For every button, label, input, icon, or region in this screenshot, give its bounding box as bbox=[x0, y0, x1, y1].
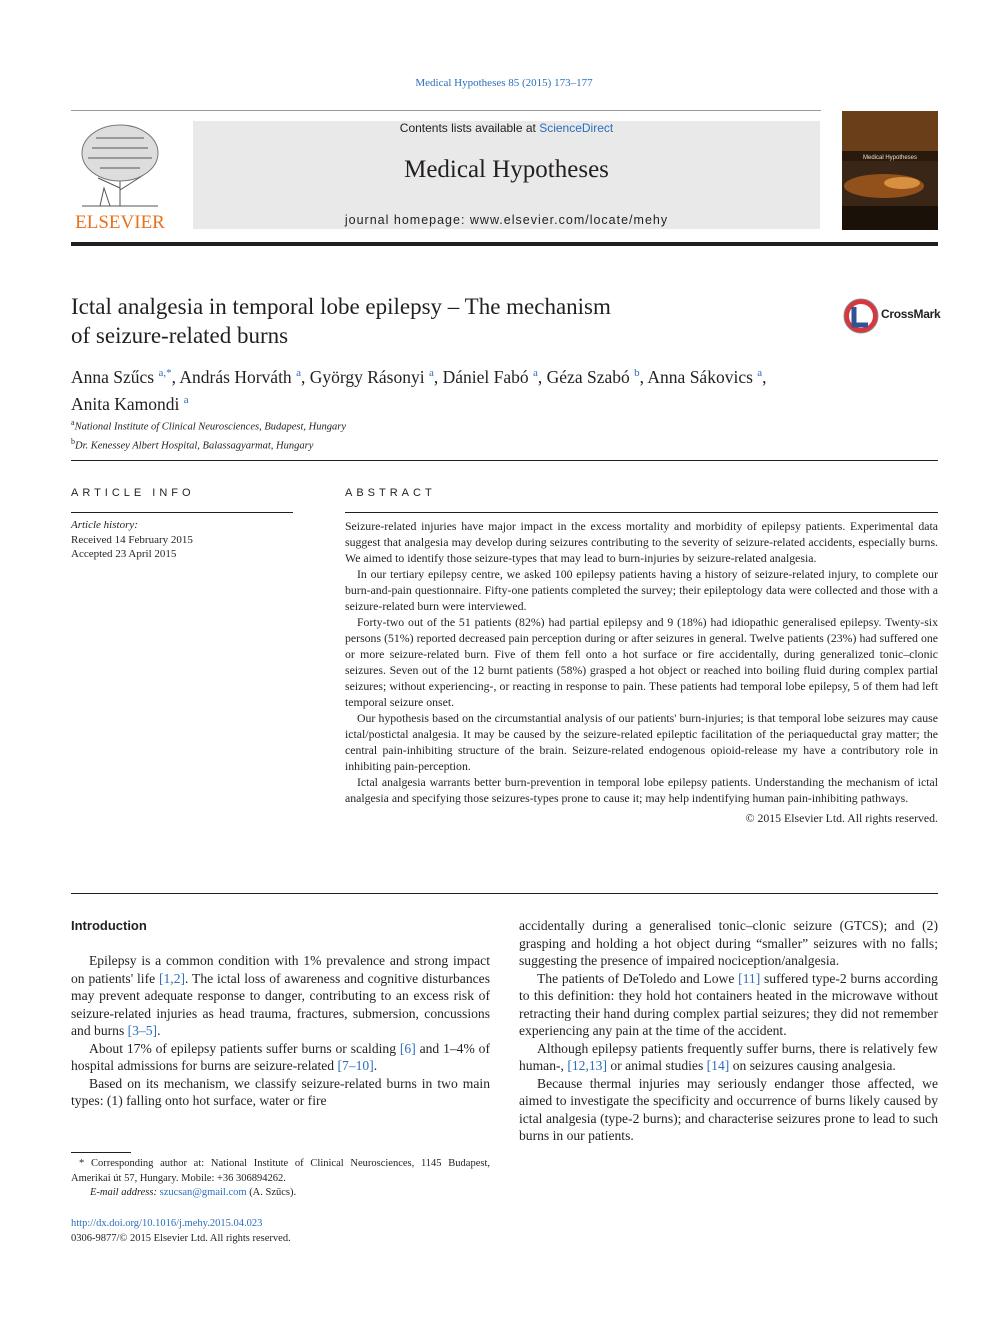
issn-line: 0306-9877/© 2015 Elsevier Ltd. All rights reserved. bbox=[71, 1232, 291, 1244]
author: Anita Kamondi $^a$ bbox=[71, 393, 189, 414]
journal-homepage[interactable]: journal homepage: www.elsevier.com/locate/mehy bbox=[344, 213, 669, 227]
affiliation: $^b$Dr. Kenessey Albert Hospital, Balassagyarmat, Hungary bbox=[71, 436, 314, 451]
citation-link[interactable]: [6] bbox=[399, 1040, 416, 1056]
citation-link[interactable]: [7–10] bbox=[337, 1058, 374, 1073]
article-title bbox=[71, 292, 771, 350]
citation-link[interactable]: [11] bbox=[738, 970, 761, 986]
contents-line bbox=[193, 121, 820, 135]
abstract-paragraph: Ictal analgesia warrants better burn-prevention in temporal lobe epilepsy patients. Understanding the mechanism of ictal analgesia and specifying those seizures-types prone to cause it; may help indentifying human pain-inhibiting pathways. bbox=[345, 775, 938, 805]
body-paragraph: About 17% of epilepsy patients suffer burns or scalding [6] and 1–4% of hospital admissions for burns are seizure-related [7–10]. bbox=[71, 1040, 490, 1073]
contents-prefix: Contents lists available at bbox=[399, 121, 540, 135]
citation-link[interactable]: [1,2] bbox=[158, 970, 186, 986]
author: Anna Szűcs $^{a,*}$, bbox=[71, 366, 180, 387]
abstract-paragraph: Our hypothesis based on the circumstantial analysis of our patients' burn-injuries; is that temporal lobe seizures may cause ictal/postictal analgesia. It may be caused by the seizure-related epileptic facilitation of the periaqueductal gray matter; the central pain-inhibiting structure of the brain. Seizure-related endogenous opioid-release my have a contributory role in inhibiting pain-perception. bbox=[345, 711, 938, 773]
author: Anna Sákovics $^a$, bbox=[647, 366, 767, 387]
journal-name: Medical Hypotheses bbox=[404, 156, 609, 183]
received-date: Received 14 February 2015 bbox=[71, 533, 193, 546]
author: Géza Szabó $^b$, bbox=[546, 366, 648, 387]
abstract-paragraph: Seizure-related injuries have major impact in the excess mortality and morbidity of epilepsy patients. Experimental data suggest that analgesia may develop during seizures contributing to the severity of seizure-related accidents, especially burns. We aimed to identify those seizure-types that may lead to burn-injuries by seizure-related analgesia. bbox=[345, 519, 938, 565]
body-paragraph: accidentally during a generalised tonic–clonic seizure (GTCS); and (2) grasping and holding a hot object during “smaller” seizures with no falls; suggesting the presence of impaired nociception/analgesia. bbox=[519, 918, 938, 968]
article-info-rule bbox=[71, 512, 293, 513]
article-history bbox=[71, 518, 291, 562]
crossmark-icon bbox=[843, 298, 879, 334]
author: András Horváth $^a$, bbox=[179, 366, 310, 387]
info-rule bbox=[71, 460, 938, 461]
email-link[interactable]: szucsan@gmail.com bbox=[159, 1187, 247, 1198]
affiliations bbox=[71, 416, 771, 453]
corresponding-author-footnote bbox=[71, 1157, 490, 1201]
journal-citation[interactable]: Medical Hypotheses 85 (2015) 173–177 bbox=[415, 77, 593, 89]
title-line-1: Ictal analgesia in temporal lobe epilepsy – The mechanism bbox=[71, 294, 611, 319]
body-column-left bbox=[71, 952, 490, 1110]
masthead-rule bbox=[71, 242, 938, 246]
body-paragraph: Although epilepsy patients frequently suffer burns, there is relatively few human-, [12,13] or animal studies [14] on seizures causing analgesia. bbox=[519, 1040, 938, 1073]
citation-link[interactable]: [12,13] bbox=[567, 1058, 607, 1073]
abstract-rule bbox=[345, 512, 938, 513]
citation-link[interactable]: [3–5] bbox=[127, 1023, 158, 1038]
abstract-body bbox=[345, 518, 938, 826]
author: György Rásonyi $^a$, bbox=[309, 366, 443, 387]
crossmark-label: CrossMark bbox=[881, 307, 941, 321]
citation-link[interactable]: [14] bbox=[706, 1058, 730, 1073]
footnote-email: E-mail address: szucsan@gmail.com (A. Szűcs). bbox=[90, 1187, 297, 1198]
publisher-name: ELSEVIER bbox=[75, 212, 165, 230]
cover-title: Medical Hypotheses bbox=[862, 155, 918, 161]
doi-link[interactable]: http://dx.doi.org/10.1016/j.mehy.2015.04.023 bbox=[71, 1218, 263, 1229]
crossmark-badge[interactable] bbox=[843, 298, 943, 334]
body-paragraph: Because thermal injuries may seriously endanger those affected, we aimed to investigate the specificity and occurrence of burns likely caused by ictal analgesia (type-2 burns); and characterise seizures prone to lead to such burns in our patients. bbox=[519, 1075, 938, 1143]
abstract-paragraph: Forty-two out of the 51 patients (82%) had partial epilepsy and 9 (18%) had idiopathic generalised epilepsy. Twenty-six persons (51%) reported decreased pain perception during or after seizures in general. Twelve patients (23%) had suffered one or more seizure-related burn. Five of them fell onto a hot surface or fire accidentally, during generalized tonic–clonic seizures. Seven out of the 12 burnt patients (58%) grasped a hot object or reached into boiling fluid during complex partial seizures; without experiencing-, or reacting in response to pain. These patients had temporal lobe epilepsy, 5 of them had left temporal seizure onset. bbox=[345, 615, 938, 709]
body-rule bbox=[71, 893, 938, 894]
sciencedirect-link[interactable]: ScienceDirect bbox=[539, 121, 614, 135]
history-label: Article history: bbox=[71, 519, 138, 531]
accepted-date: Accepted 23 April 2015 bbox=[71, 548, 177, 560]
body-paragraph: Based on its mechanism, we classify seizure-related burns in two main types: (1) falling onto hot surface, water or fire bbox=[71, 1075, 490, 1108]
body-paragraph: The patients of DeToledo and Lowe [11] suffered type-2 burns according to this definition: they hold hot containers heated in the microwave without retracting their hand during complex partial seizures; they did not remember experiencing any pain at the time of the accident. bbox=[519, 970, 938, 1038]
section-heading-introduction: Introduction bbox=[71, 918, 147, 933]
elsevier-logo bbox=[70, 118, 170, 230]
author-list bbox=[71, 362, 891, 416]
copyright-notice: © 2015 Elsevier Ltd. All rights reserved. bbox=[745, 811, 938, 825]
author: Dániel Fabó $^a$, bbox=[442, 366, 547, 387]
footnote-rule bbox=[71, 1152, 131, 1153]
doi-block bbox=[71, 1217, 471, 1246]
footnote-text: * Corresponding author at: National Institute of Clinical Neurosciences, 1145 Budapest, Amerikai út 57, Hungary. Mobile: +36 306894262. bbox=[71, 1158, 490, 1184]
body-paragraph: Epilepsy is a common condition with 1% prevalence and strong impact on patients' life [1,2]. The ictal loss of awareness and cognitive disturbances may prevent adequate response to danger, contributing to an excess risk of seizure-related injuries as head trauma, fractures, submersion, concussions and burns [3–5]. bbox=[71, 953, 490, 1038]
affiliation: $^a$National Institute of Clinical Neurosciences, Budapest, Hungary bbox=[71, 418, 346, 433]
title-line-2: of seizure-related burns bbox=[71, 323, 289, 348]
abstract-heading: ABSTRACT bbox=[345, 487, 436, 499]
article-info-heading: ARTICLE INFO bbox=[71, 487, 195, 499]
body-column-right bbox=[519, 917, 938, 1145]
header-rule bbox=[71, 110, 821, 111]
abstract-paragraph: In our tertiary epilepsy centre, we asked 100 epilepsy patients having a history of seizure-related injury, to complete our burn-and-pain questionnaire. Fifty-one patients completed the survey; their epileptology data were collected and those with a seizure-related burn were interviewed. bbox=[345, 567, 938, 613]
journal-cover bbox=[842, 111, 938, 230]
